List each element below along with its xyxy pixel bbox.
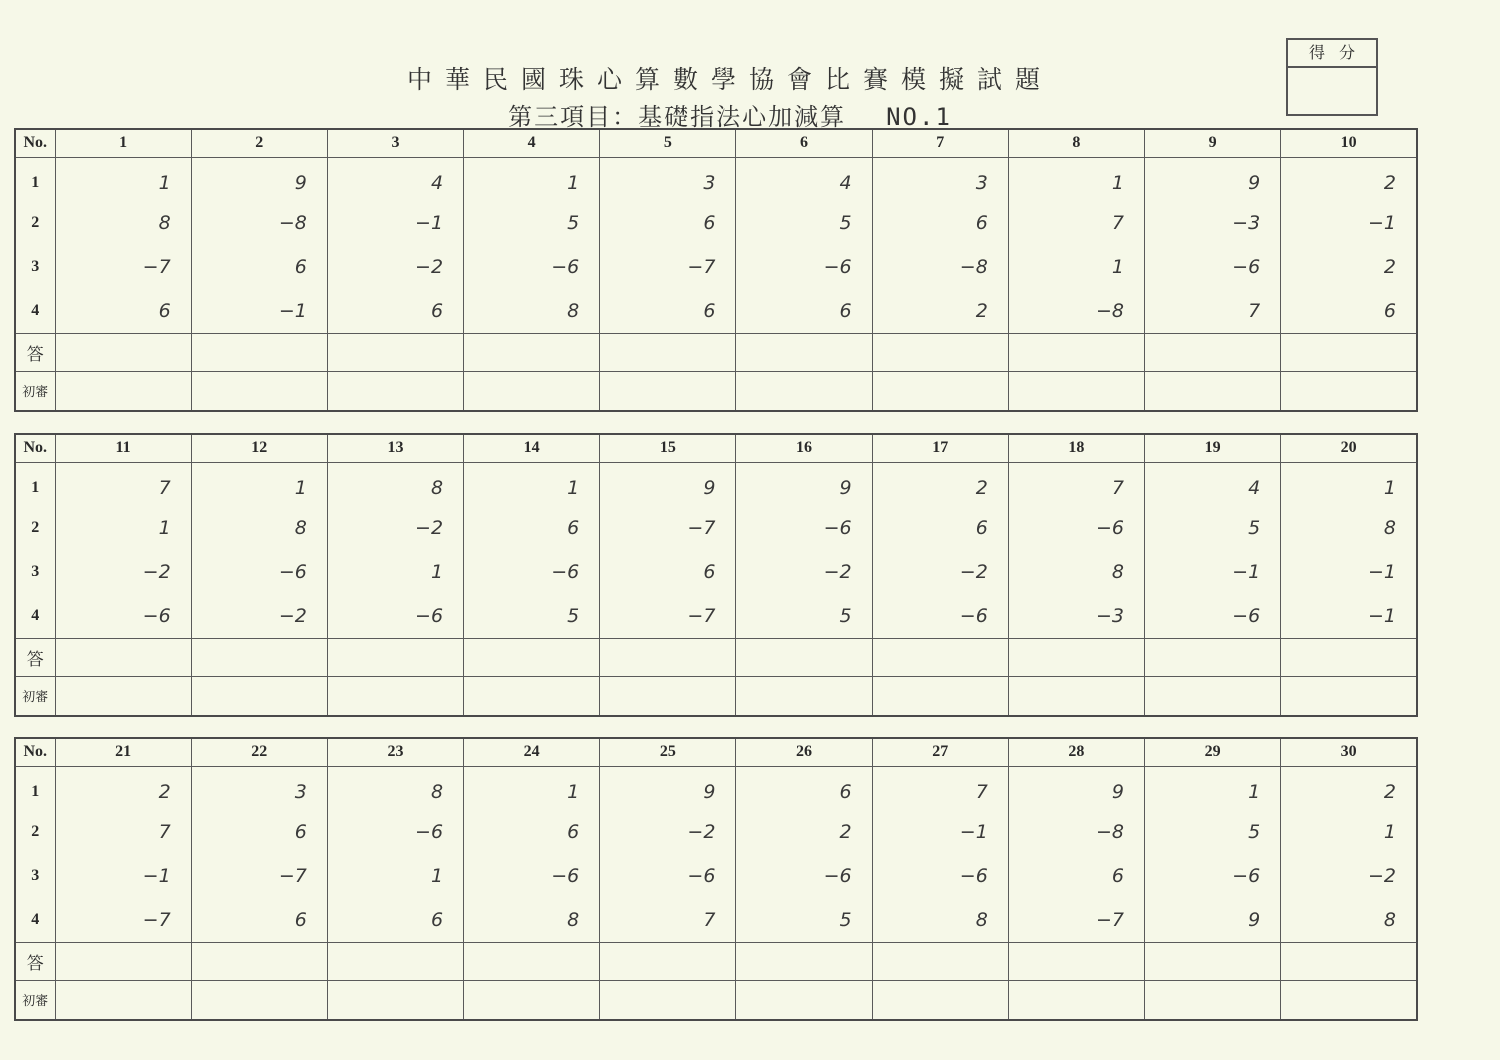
- number-cell: 9: [736, 462, 872, 506]
- answer-cell[interactable]: [600, 333, 736, 371]
- answer-cell[interactable]: [327, 333, 463, 371]
- answer-cell[interactable]: [1281, 333, 1417, 371]
- number-cell: −2: [1281, 854, 1417, 898]
- review-label: 初審: [15, 371, 55, 411]
- number-cell: 4: [1145, 462, 1281, 506]
- answer-cell[interactable]: [327, 942, 463, 980]
- answer-cell[interactable]: [872, 638, 1008, 676]
- question-number: 19: [1145, 434, 1281, 462]
- review-cell[interactable]: [736, 371, 872, 411]
- number-cell: 6: [327, 898, 463, 942]
- number-row: [15, 898, 1417, 942]
- question-number: 10: [1281, 129, 1417, 157]
- answer-cell[interactable]: [464, 638, 600, 676]
- number-cell: −6: [736, 506, 872, 550]
- question-number: 28: [1008, 738, 1144, 766]
- number-cell: −1: [1281, 594, 1417, 638]
- row-label: 2: [15, 201, 55, 245]
- number-cell: 9: [600, 462, 736, 506]
- question-number: 11: [55, 434, 191, 462]
- review-cell[interactable]: [327, 371, 463, 411]
- question-number: 17: [872, 434, 1008, 462]
- question-header-row: [15, 738, 1417, 766]
- number-cell: −1: [191, 289, 327, 333]
- number-cell: 9: [600, 766, 736, 810]
- question-number: 27: [872, 738, 1008, 766]
- question-number: 29: [1145, 738, 1281, 766]
- number-cell: −6: [1145, 245, 1281, 289]
- answer-cell[interactable]: [327, 638, 463, 676]
- answer-cell[interactable]: [464, 942, 600, 980]
- number-cell: 8: [191, 506, 327, 550]
- number-cell: 8: [1281, 506, 1417, 550]
- question-number: 1: [55, 129, 191, 157]
- number-cell: −1: [1281, 201, 1417, 245]
- question-number: 5: [600, 129, 736, 157]
- number-cell: 1: [55, 506, 191, 550]
- question-number: 24: [464, 738, 600, 766]
- number-cell: 3: [600, 157, 736, 201]
- row-label: 4: [15, 289, 55, 333]
- answer-cell[interactable]: [1281, 942, 1417, 980]
- number-cell: −7: [600, 594, 736, 638]
- number-cell: 6: [600, 550, 736, 594]
- row-label: 3: [15, 550, 55, 594]
- number-cell: 1: [464, 462, 600, 506]
- number-cell: 1: [327, 550, 463, 594]
- number-cell: 6: [464, 810, 600, 854]
- number-cell: −1: [872, 810, 1008, 854]
- review-cell[interactable]: [191, 371, 327, 411]
- number-cell: 9: [1008, 766, 1144, 810]
- number-cell: 8: [464, 289, 600, 333]
- number-cell: −6: [1145, 854, 1281, 898]
- number-cell: −7: [1008, 898, 1144, 942]
- question-header-row: [15, 129, 1417, 157]
- review-cell[interactable]: [600, 371, 736, 411]
- number-cell: 2: [1281, 766, 1417, 810]
- number-row: [15, 201, 1417, 245]
- review-cell[interactable]: [872, 980, 1008, 1020]
- number-cell: 1: [1281, 810, 1417, 854]
- answer-cell[interactable]: [464, 333, 600, 371]
- row-label: 3: [15, 245, 55, 289]
- review-cell[interactable]: [1281, 980, 1417, 1020]
- number-cell: 2: [736, 810, 872, 854]
- review-cell[interactable]: [736, 676, 872, 716]
- question-number: 3: [327, 129, 463, 157]
- number-cell: 6: [736, 289, 872, 333]
- number-cell: 6: [55, 289, 191, 333]
- number-row: [15, 506, 1417, 550]
- review-cell[interactable]: [55, 371, 191, 411]
- review-cell[interactable]: [191, 676, 327, 716]
- page-title: 中華民國珠心算數學協會比賽模擬試題: [406, 65, 1053, 94]
- question-number: 20: [1281, 434, 1417, 462]
- number-cell: −7: [600, 506, 736, 550]
- number-cell: 8: [464, 898, 600, 942]
- answer-row: [15, 942, 1417, 980]
- number-cell: 6: [464, 506, 600, 550]
- page-subtitle: [0, 97, 1460, 132]
- question-number: 2: [191, 129, 327, 157]
- number-cell: −6: [872, 594, 1008, 638]
- question-number: 12: [191, 434, 327, 462]
- number-cell: −6: [1008, 506, 1144, 550]
- number-cell: −7: [600, 245, 736, 289]
- number-cell: 6: [191, 810, 327, 854]
- answer-cell[interactable]: [736, 942, 872, 980]
- question-header-row: [15, 434, 1417, 462]
- number-cell: −6: [191, 550, 327, 594]
- review-cell[interactable]: [1281, 676, 1417, 716]
- answer-cell[interactable]: [55, 638, 191, 676]
- answer-cell[interactable]: [872, 333, 1008, 371]
- number-cell: −7: [191, 854, 327, 898]
- answer-label: 答: [15, 942, 55, 980]
- number-cell: 5: [464, 594, 600, 638]
- number-cell: −2: [600, 810, 736, 854]
- row-label: 2: [15, 810, 55, 854]
- answer-row: [15, 333, 1417, 371]
- review-cell[interactable]: [1145, 980, 1281, 1020]
- question-number: 16: [736, 434, 872, 462]
- number-cell: −6: [736, 245, 872, 289]
- number-cell: −1: [1281, 550, 1417, 594]
- question-block-3: [14, 737, 1418, 1021]
- row-label: 4: [15, 594, 55, 638]
- review-cell[interactable]: [736, 980, 872, 1020]
- answer-cell[interactable]: [736, 638, 872, 676]
- number-cell: 8: [1008, 550, 1144, 594]
- row-label: 1: [15, 157, 55, 201]
- number-cell: 2: [1281, 245, 1417, 289]
- number-cell: 1: [327, 854, 463, 898]
- answer-cell[interactable]: [55, 942, 191, 980]
- number-cell: 5: [464, 201, 600, 245]
- question-block-2: [14, 433, 1418, 717]
- number-cell: −7: [55, 245, 191, 289]
- number-row: [15, 854, 1417, 898]
- number-cell: −6: [872, 854, 1008, 898]
- review-cell[interactable]: [1145, 676, 1281, 716]
- score-label: 得分: [1288, 40, 1376, 68]
- number-row: [15, 766, 1417, 810]
- number-cell: −2: [736, 550, 872, 594]
- number-cell: −2: [191, 594, 327, 638]
- number-cell: −3: [1008, 594, 1144, 638]
- number-cell: 6: [1008, 854, 1144, 898]
- number-cell: 4: [327, 157, 463, 201]
- review-cell[interactable]: [1145, 371, 1281, 411]
- number-cell: 5: [1145, 506, 1281, 550]
- number-cell: 5: [736, 898, 872, 942]
- number-row: [15, 810, 1417, 854]
- review-label: 初審: [15, 676, 55, 716]
- answer-cell[interactable]: [55, 333, 191, 371]
- answer-cell[interactable]: [600, 638, 736, 676]
- number-row: [15, 550, 1417, 594]
- set-number: NO.1: [886, 103, 952, 131]
- number-cell: 6: [736, 766, 872, 810]
- review-cell[interactable]: [327, 676, 463, 716]
- number-cell: 6: [872, 506, 1008, 550]
- number-row: [15, 462, 1417, 506]
- number-cell: 7: [1145, 289, 1281, 333]
- question-number: 30: [1281, 738, 1417, 766]
- number-cell: −6: [1145, 594, 1281, 638]
- review-cell[interactable]: [55, 676, 191, 716]
- number-cell: −6: [327, 810, 463, 854]
- question-number: 26: [736, 738, 872, 766]
- number-cell: −3: [1145, 201, 1281, 245]
- number-cell: 1: [464, 157, 600, 201]
- question-number: 15: [600, 434, 736, 462]
- answer-cell[interactable]: [191, 333, 327, 371]
- number-cell: −2: [327, 506, 463, 550]
- number-cell: 8: [872, 898, 1008, 942]
- answer-label: 答: [15, 638, 55, 676]
- review-cell[interactable]: [872, 676, 1008, 716]
- answer-cell[interactable]: [1145, 333, 1281, 371]
- number-cell: −2: [872, 550, 1008, 594]
- question-number: 4: [464, 129, 600, 157]
- number-cell: −6: [55, 594, 191, 638]
- number-cell: −6: [327, 594, 463, 638]
- review-cell[interactable]: [1008, 371, 1144, 411]
- answer-cell[interactable]: [191, 942, 327, 980]
- question-number: 22: [191, 738, 327, 766]
- review-cell[interactable]: [464, 371, 600, 411]
- answer-row: [15, 638, 1417, 676]
- row-label: 4: [15, 898, 55, 942]
- review-cell[interactable]: [1008, 676, 1144, 716]
- number-cell: 1: [1281, 462, 1417, 506]
- number-cell: 5: [736, 594, 872, 638]
- number-cell: 9: [1145, 898, 1281, 942]
- number-cell: −1: [55, 854, 191, 898]
- question-number: 18: [1008, 434, 1144, 462]
- number-cell: 2: [872, 289, 1008, 333]
- question-number: 23: [327, 738, 463, 766]
- question-number: 8: [1008, 129, 1144, 157]
- answer-cell[interactable]: [1008, 638, 1144, 676]
- review-cell[interactable]: [600, 676, 736, 716]
- review-row: [15, 371, 1417, 411]
- question-number: 6: [736, 129, 872, 157]
- number-cell: 8: [327, 766, 463, 810]
- review-cell[interactable]: [600, 980, 736, 1020]
- number-cell: 9: [191, 157, 327, 201]
- number-cell: 6: [600, 289, 736, 333]
- number-cell: 2: [1281, 157, 1417, 201]
- number-cell: 8: [1281, 898, 1417, 942]
- number-cell: 8: [55, 201, 191, 245]
- review-cell[interactable]: [191, 980, 327, 1020]
- number-cell: 6: [600, 201, 736, 245]
- number-cell: −8: [191, 201, 327, 245]
- number-cell: 1: [1008, 157, 1144, 201]
- number-cell: −8: [1008, 289, 1144, 333]
- answer-cell[interactable]: [1281, 638, 1417, 676]
- number-cell: −7: [55, 898, 191, 942]
- question-number: 21: [55, 738, 191, 766]
- number-row: [15, 245, 1417, 289]
- number-cell: 7: [600, 898, 736, 942]
- row-label: 3: [15, 854, 55, 898]
- number-cell: 6: [191, 245, 327, 289]
- number-cell: −1: [327, 201, 463, 245]
- number-cell: 2: [872, 462, 1008, 506]
- number-cell: 7: [872, 766, 1008, 810]
- number-cell: 1: [191, 462, 327, 506]
- number-cell: 1: [55, 157, 191, 201]
- review-cell[interactable]: [1008, 980, 1144, 1020]
- no-label: No.: [15, 738, 55, 766]
- number-cell: 3: [872, 157, 1008, 201]
- review-cell[interactable]: [872, 371, 1008, 411]
- number-cell: 1: [1008, 245, 1144, 289]
- number-cell: 1: [1145, 766, 1281, 810]
- answer-cell[interactable]: [191, 638, 327, 676]
- number-row: [15, 289, 1417, 333]
- review-cell[interactable]: [55, 980, 191, 1020]
- number-cell: −6: [736, 854, 872, 898]
- number-cell: 8: [327, 462, 463, 506]
- review-cell[interactable]: [464, 676, 600, 716]
- number-cell: 1: [464, 766, 600, 810]
- number-cell: 4: [736, 157, 872, 201]
- number-cell: 3: [191, 766, 327, 810]
- question-number: 9: [1145, 129, 1281, 157]
- answer-cell[interactable]: [1145, 638, 1281, 676]
- number-cell: 6: [1281, 289, 1417, 333]
- answer-cell[interactable]: [1145, 942, 1281, 980]
- number-cell: 5: [736, 201, 872, 245]
- score-field[interactable]: [1288, 68, 1376, 114]
- number-cell: −6: [464, 854, 600, 898]
- number-cell: 6: [872, 201, 1008, 245]
- number-cell: 9: [1145, 157, 1281, 201]
- answer-cell[interactable]: [872, 942, 1008, 980]
- number-cell: 6: [327, 289, 463, 333]
- review-row: [15, 980, 1417, 1020]
- number-cell: 7: [55, 462, 191, 506]
- number-cell: 7: [1008, 462, 1144, 506]
- number-cell: 2: [55, 766, 191, 810]
- section-title: 第三項目：基礎指法心加減算: [508, 103, 847, 131]
- question-number: 25: [600, 738, 736, 766]
- number-cell: −6: [464, 550, 600, 594]
- question-number: 7: [872, 129, 1008, 157]
- question-number: 14: [464, 434, 600, 462]
- review-cell[interactable]: [464, 980, 600, 1020]
- question-number: 13: [327, 434, 463, 462]
- number-cell: −8: [872, 245, 1008, 289]
- review-label: 初審: [15, 980, 55, 1020]
- number-cell: −2: [55, 550, 191, 594]
- number-row: [15, 157, 1417, 201]
- number-cell: 5: [1145, 810, 1281, 854]
- review-row: [15, 676, 1417, 716]
- row-label: 2: [15, 506, 55, 550]
- row-label: 1: [15, 766, 55, 810]
- answer-cell[interactable]: [736, 333, 872, 371]
- number-row: [15, 594, 1417, 638]
- no-label: No.: [15, 129, 55, 157]
- number-cell: −1: [1145, 550, 1281, 594]
- number-cell: 7: [55, 810, 191, 854]
- answer-cell[interactable]: [1008, 333, 1144, 371]
- number-cell: 6: [191, 898, 327, 942]
- score-box: [1286, 38, 1378, 116]
- number-cell: −6: [600, 854, 736, 898]
- review-cell[interactable]: [327, 980, 463, 1020]
- number-cell: 7: [1008, 201, 1144, 245]
- number-cell: −6: [464, 245, 600, 289]
- number-cell: −8: [1008, 810, 1144, 854]
- answer-label: 答: [15, 333, 55, 371]
- number-cell: −2: [327, 245, 463, 289]
- no-label: No.: [15, 434, 55, 462]
- review-cell[interactable]: [1281, 371, 1417, 411]
- question-block-1: [14, 128, 1418, 412]
- row-label: 1: [15, 462, 55, 506]
- answer-cell[interactable]: [1008, 942, 1144, 980]
- answer-cell[interactable]: [600, 942, 736, 980]
